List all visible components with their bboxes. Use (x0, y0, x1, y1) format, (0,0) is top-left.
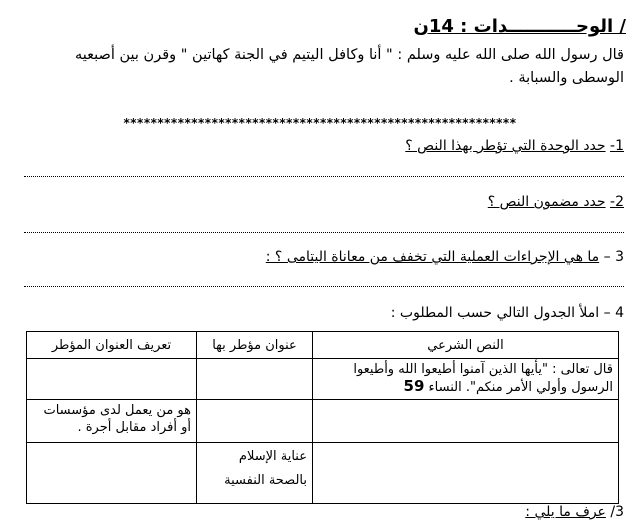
table-header-row (27, 332, 619, 359)
question-1-text: حدد الوحدة التي تؤطر بهذا النص ؟ (405, 138, 606, 154)
question-5-text: عرف ما يلي : (525, 504, 606, 520)
cell-framed-title[interactable] (197, 359, 313, 400)
star-separator: ********************************************************** (123, 116, 517, 130)
cell-definition: هو من يعمل لدى مؤسسات أو أفراد مقابل أجرة . (27, 400, 197, 443)
section-title (413, 16, 626, 37)
table-row (27, 443, 619, 504)
question-4-number: 4 – (603, 305, 624, 321)
table-row (27, 400, 619, 443)
question-3-number: 3 – (603, 249, 624, 265)
table-row (27, 359, 619, 400)
cell-legal-text[interactable] (313, 443, 619, 504)
header-title-definition: تعريف العنوان المؤطر (27, 332, 197, 359)
header-legal-text: النص الشرعي (313, 332, 619, 359)
cell-verse-number: 59 (403, 377, 425, 395)
cell-legal-text (313, 359, 619, 400)
question-1-number: 1- (610, 138, 624, 154)
question-1 (405, 138, 624, 154)
cell-definition[interactable] (27, 359, 197, 400)
question-5 (525, 504, 624, 520)
question-3 (266, 249, 624, 265)
cell-legal-text-value: قال تعالى : "يأيها الذين آمنوا أطيعوا الله وأطيعوا الرسول وأولي الأمر منكم". النساء (353, 362, 613, 395)
question-5-number: 3/ (610, 504, 624, 520)
question-2 (488, 194, 624, 210)
answer-line-3[interactable] (24, 286, 624, 287)
hadith-text: قال رسول الله صلى الله عليه وسلم : " أنا وكافل اليتيم في الجنة كهاتين " وقرن بين أصبعيه الوسطى والسبابة . (75, 47, 624, 86)
question-2-text: حدد مضمون النص ؟ (487, 194, 606, 210)
section-points: 14ن (413, 16, 454, 37)
cell-definition[interactable] (27, 443, 197, 504)
question-3-text: ما هي الإجراءات العملية التي تخفف من معاناة اليتامى ؟ : (265, 249, 600, 265)
cell-legal-text[interactable] (313, 400, 619, 443)
question-2-number: 2- (610, 194, 624, 210)
question-4-text: املأ الجدول التالي حسب المطلوب : (390, 305, 600, 321)
cell-framed-title: عناية الإسلام بالصحة النفسية (197, 443, 313, 504)
section-title-label: / الوحـــــــــــدات : (460, 16, 626, 37)
answer-table (26, 331, 619, 504)
cell-framed-title[interactable] (197, 400, 313, 443)
answer-line-2[interactable] (24, 232, 624, 233)
header-framed-title: عنوان مؤطر بها (197, 332, 313, 359)
answer-line-1[interactable] (24, 176, 624, 177)
question-4 (391, 305, 624, 321)
